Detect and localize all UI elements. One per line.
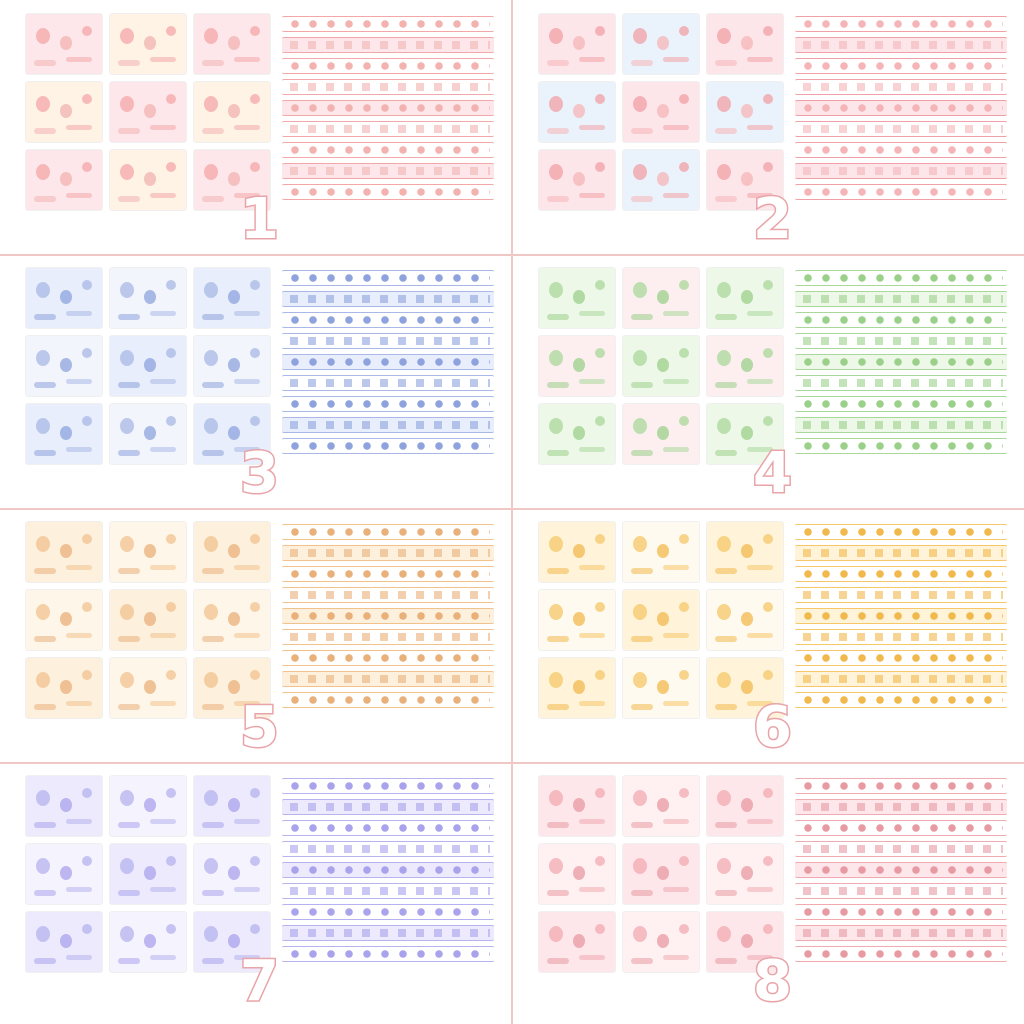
sticker-sheet-thumbnail — [539, 776, 615, 836]
sticker-sheet-thumbnail — [707, 844, 783, 904]
sticker-sheet-thumbnail — [110, 268, 186, 328]
sticker-sheet-thumbnail — [623, 150, 699, 210]
washi-tape-strip — [795, 862, 1007, 878]
sticker-sheet-thumbnail — [707, 82, 783, 142]
sticker-sheet-thumbnail — [110, 776, 186, 836]
washi-tape-strip — [795, 291, 1007, 307]
washi-tape-strip — [282, 333, 494, 349]
washi-tape-strip — [795, 163, 1007, 179]
sticker-sheet-thumbnail — [623, 912, 699, 972]
sticker-sheet-thumbnail — [194, 14, 270, 74]
sticker-sheet-thumbnail — [194, 268, 270, 328]
sticker-sheet-thumbnail — [539, 82, 615, 142]
sticker-sheet-thumbnail — [110, 912, 186, 972]
washi-tape-strips — [795, 524, 1007, 724]
washi-tape-strip — [282, 566, 494, 582]
washi-tape-strip — [282, 778, 494, 794]
horizontal-divider — [0, 762, 1024, 764]
washi-tape-strips — [795, 16, 1007, 216]
washi-tape-strip — [282, 545, 494, 561]
sticker-sheet-thumbnail — [110, 590, 186, 650]
sticker-set-panel-6[interactable] — [517, 512, 1023, 762]
sticker-set-panel-5[interactable] — [4, 512, 510, 762]
washi-tape-strip — [795, 608, 1007, 624]
washi-tape-strip — [795, 946, 1007, 962]
sticker-sheet-thumbnail — [539, 590, 615, 650]
sticker-sheet-thumbnail — [110, 14, 186, 74]
washi-tape-strip — [282, 375, 494, 391]
sticker-sheet-thumbnail — [539, 404, 615, 464]
sticker-sheet-thumbnail — [194, 82, 270, 142]
washi-tape-strip — [795, 333, 1007, 349]
washi-tape-strip — [282, 629, 494, 645]
washi-tape-strip — [795, 799, 1007, 815]
sticker-sheet-thumbnail — [623, 522, 699, 582]
washi-tape-strip — [282, 142, 494, 158]
washi-tape-strips — [282, 524, 494, 724]
washi-tape-strip — [282, 650, 494, 666]
sticker-set-panel-2[interactable] — [517, 4, 1023, 254]
sticker-sheet-thumbnail — [539, 336, 615, 396]
sticker-set-panel-8[interactable] — [517, 766, 1023, 1016]
washi-tape-strip — [795, 354, 1007, 370]
washi-tape-strip — [795, 904, 1007, 920]
sticker-sheet-thumbnail — [539, 150, 615, 210]
washi-tape-strip — [795, 121, 1007, 137]
washi-tape-strip — [795, 58, 1007, 74]
sticker-sheet-thumbnail — [26, 522, 102, 582]
horizontal-divider — [0, 508, 1024, 510]
sticker-sheet-thumbnail — [26, 150, 102, 210]
washi-tape-strip — [795, 16, 1007, 32]
sticker-sheet-thumbnail — [539, 522, 615, 582]
sticker-sheet-thumbnail — [194, 844, 270, 904]
washi-tape-strip — [282, 946, 494, 962]
washi-tape-strip — [282, 121, 494, 137]
sticker-sheet-thumbnail — [707, 590, 783, 650]
washi-tape-strips — [795, 778, 1007, 978]
sticker-sheet-thumbnail — [26, 776, 102, 836]
set-number-label: 2 — [753, 187, 792, 252]
washi-tape-strip — [282, 608, 494, 624]
set-number-label: 4 — [753, 441, 792, 506]
sticker-sheet-thumbnail — [26, 404, 102, 464]
washi-tape-strip — [282, 396, 494, 412]
set-number-label: 1 — [240, 187, 279, 252]
washi-tape-strip — [795, 79, 1007, 95]
sticker-sheet-thumbnail — [623, 844, 699, 904]
washi-tape-strip — [795, 396, 1007, 412]
sticker-sheet-thumbnail — [110, 336, 186, 396]
washi-tape-strip — [282, 862, 494, 878]
sticker-sheet-thumbnail — [623, 14, 699, 74]
washi-tape-strip — [795, 142, 1007, 158]
washi-tape-strips — [282, 16, 494, 216]
sticker-sheet-thumbnail — [26, 844, 102, 904]
washi-tape-strips — [795, 270, 1007, 470]
set-number-label: 8 — [753, 949, 792, 1014]
washi-tape-strip — [282, 692, 494, 708]
washi-tape-strips — [282, 270, 494, 470]
washi-tape-strip — [282, 163, 494, 179]
sticker-sheet-thumbnail — [110, 404, 186, 464]
washi-tape-strip — [282, 524, 494, 540]
washi-tape-strip — [795, 629, 1007, 645]
washi-tape-strip — [282, 841, 494, 857]
sticker-sheet-thumbnail — [623, 658, 699, 718]
washi-tape-strip — [795, 37, 1007, 53]
washi-tape-strip — [282, 883, 494, 899]
sticker-sheet-thumbnail — [26, 82, 102, 142]
washi-tape-strip — [282, 438, 494, 454]
sticker-sheet-thumbnail — [539, 658, 615, 718]
sticker-set-panel-1[interactable] — [4, 4, 510, 254]
sticker-sheet-thumbnail — [26, 14, 102, 74]
washi-tape-strip — [282, 417, 494, 433]
sticker-sheet-thumbnail — [110, 150, 186, 210]
washi-tape-strip — [795, 925, 1007, 941]
sticker-sheet-thumbnail — [110, 82, 186, 142]
sticker-sheet-thumbnail — [194, 522, 270, 582]
washi-tape-strip — [795, 650, 1007, 666]
set-number-label: 5 — [240, 695, 279, 760]
sticker-sheet-thumbnail — [26, 590, 102, 650]
washi-tape-strip — [282, 312, 494, 328]
sticker-sheet-thumbnail — [623, 82, 699, 142]
set-number-label: 3 — [240, 441, 279, 506]
sticker-sheet-thumbnail — [539, 14, 615, 74]
sticker-set-panel-7[interactable] — [4, 766, 510, 1016]
washi-tape-strip — [795, 270, 1007, 286]
washi-tape-strip — [795, 417, 1007, 433]
washi-tape-strip — [282, 820, 494, 836]
washi-tape-strip — [282, 79, 494, 95]
sticker-sheet-thumbnail — [623, 590, 699, 650]
washi-tape-strip — [795, 841, 1007, 857]
vertical-divider — [511, 0, 513, 1024]
sticker-sheet-thumbnail — [26, 912, 102, 972]
washi-tape-strip — [795, 545, 1007, 561]
washi-tape-strip — [795, 671, 1007, 687]
sticker-sheet-thumbnail — [110, 844, 186, 904]
sticker-sheet-thumbnail — [623, 336, 699, 396]
sticker-sheet-thumbnail — [707, 776, 783, 836]
washi-tape-strips — [282, 778, 494, 978]
washi-tape-strip — [282, 37, 494, 53]
sticker-sheet-thumbnail — [623, 404, 699, 464]
washi-tape-strip — [282, 354, 494, 370]
sticker-sheet-thumbnail — [194, 336, 270, 396]
washi-tape-strip — [282, 16, 494, 32]
washi-tape-strip — [282, 100, 494, 116]
washi-tape-strip — [795, 587, 1007, 603]
washi-tape-strip — [282, 184, 494, 200]
washi-tape-strip — [795, 184, 1007, 200]
sticker-sheet-thumbnail — [707, 14, 783, 74]
washi-tape-strip — [795, 566, 1007, 582]
washi-tape-strip — [795, 375, 1007, 391]
washi-tape-strip — [795, 524, 1007, 540]
sticker-sheet-thumbnail — [539, 912, 615, 972]
washi-tape-strip — [795, 692, 1007, 708]
sticker-sheet-thumbnail — [194, 590, 270, 650]
washi-tape-strip — [795, 438, 1007, 454]
washi-tape-strip — [282, 904, 494, 920]
washi-tape-strip — [282, 925, 494, 941]
sticker-sheet-thumbnail — [539, 844, 615, 904]
washi-tape-strip — [795, 100, 1007, 116]
sticker-sheet-thumbnail — [539, 268, 615, 328]
sticker-set-panel-3[interactable] — [4, 258, 510, 508]
sticker-sheet-thumbnail — [194, 776, 270, 836]
washi-tape-strip — [795, 312, 1007, 328]
sticker-sheet-thumbnail — [26, 268, 102, 328]
washi-tape-strip — [795, 820, 1007, 836]
sticker-sheet-thumbnail — [623, 268, 699, 328]
sticker-sheet-thumbnail — [623, 776, 699, 836]
washi-tape-strip — [282, 291, 494, 307]
washi-tape-strip — [795, 778, 1007, 794]
set-number-label: 6 — [753, 695, 792, 760]
set-number-label: 7 — [240, 949, 279, 1014]
washi-tape-strip — [282, 587, 494, 603]
sticker-sheet-thumbnail — [26, 658, 102, 718]
washi-tape-strip — [282, 58, 494, 74]
sticker-sheet-thumbnail — [110, 658, 186, 718]
washi-tape-strip — [282, 671, 494, 687]
sticker-sheet-thumbnail — [707, 336, 783, 396]
sticker-sheet-thumbnail — [26, 336, 102, 396]
sticker-set-panel-4[interactable] — [517, 258, 1023, 508]
sticker-sheet-thumbnail — [707, 268, 783, 328]
washi-tape-strip — [282, 270, 494, 286]
washi-tape-strip — [795, 883, 1007, 899]
washi-tape-strip — [282, 799, 494, 815]
sticker-sheet-thumbnail — [110, 522, 186, 582]
horizontal-divider — [0, 254, 1024, 256]
sticker-sheet-thumbnail — [707, 522, 783, 582]
